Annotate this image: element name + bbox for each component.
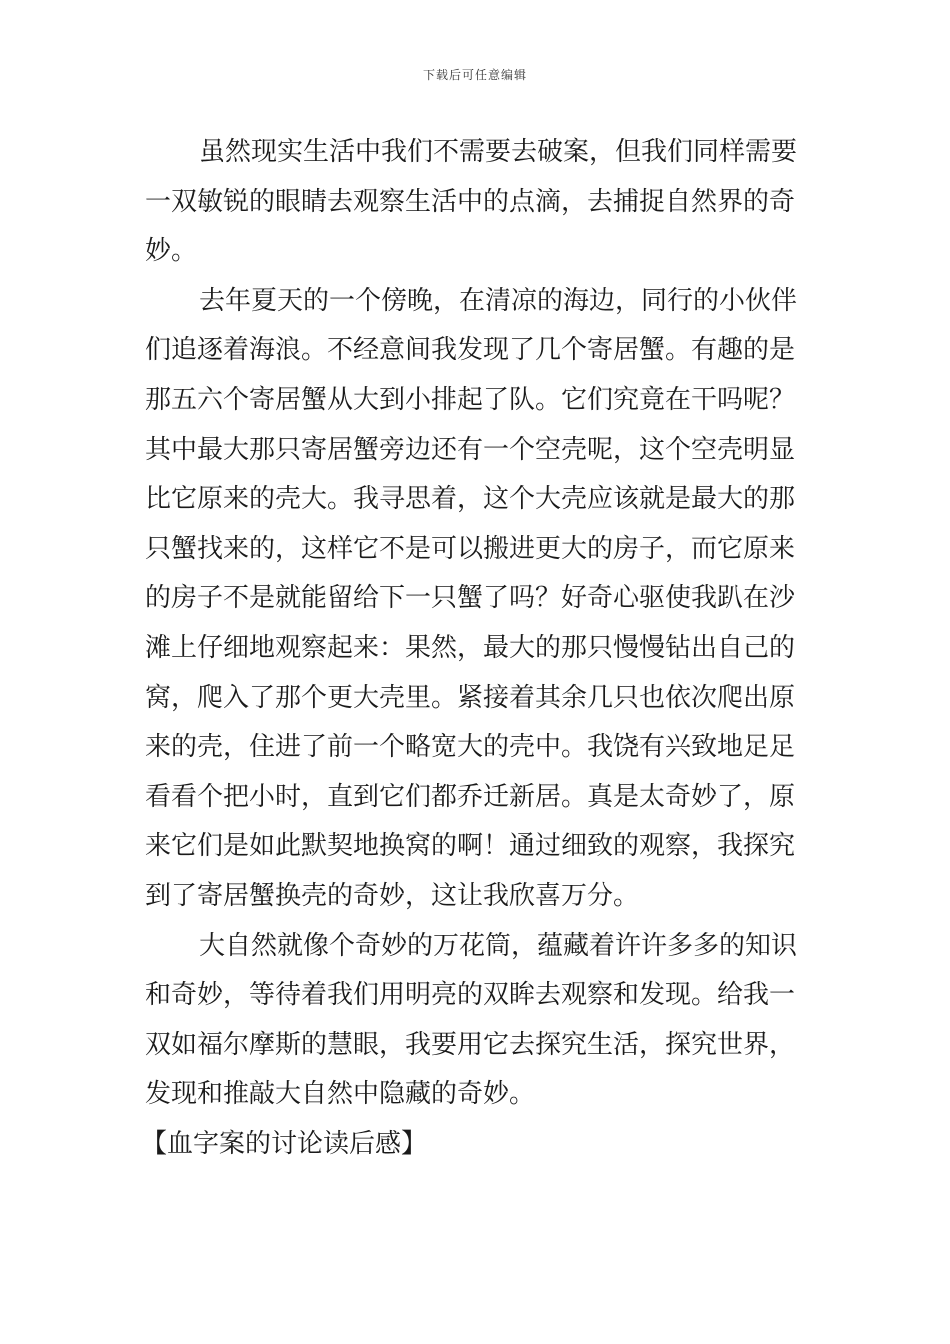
text-line: 妙。	[145, 236, 198, 267]
text-line: 比它原来的壳大。我寻思着，这个大壳应该就是最大的那	[145, 484, 796, 515]
document-body	[141, 128, 807, 1169]
text-line: 滩上仔细地观察起来：果然，最大的那只慢慢钻出自己的	[145, 632, 796, 663]
text-line: 只蟹找来的，这样它不是可以搬进更大的房子，而它原来	[145, 533, 796, 564]
paragraph	[145, 128, 807, 277]
paragraph	[145, 922, 807, 1120]
paragraph	[145, 277, 807, 922]
text-line: 的房子不是就能留给下一只蟹了吗？好奇心驱使我趴在沙	[145, 583, 796, 614]
text-line: 虽然现实生活中我们不需要去破案，但我们同样需要	[199, 137, 798, 167]
text-line: 去年夏天的一个傍晚，在清凉的海边，同行的小伙伴	[199, 285, 798, 316]
text-line: 来它们是如此默契地换窝的啊！通过细致的观察，我探究	[145, 831, 796, 862]
text-line: 窝，爬入了那个更大壳里。紧接着其余几只也依次爬出原	[145, 682, 796, 713]
section-heading: 【血字案的讨论读后感】	[141, 1128, 428, 1159]
text-line: 来的壳，住进了前一个略宽大的壳中。我饶有兴致地足足	[145, 732, 796, 763]
text-line: 那五六个寄居蟹从大到小排起了队。它们究竟在干吗呢？	[145, 384, 796, 415]
text-line: 其中最大那只寄居蟹旁边还有一个空壳呢，这个空壳明显	[145, 434, 796, 465]
text-line: 大自然就像个奇妙的万花筒，蕴藏着许许多多的知识	[199, 930, 798, 961]
text-line: 双如福尔摩斯的慧眼，我要用它去探究生活，探究世界，	[145, 1029, 796, 1060]
text-line: 一双敏锐的眼睛去观察生活中的点滴，去捕捉自然界的奇	[145, 186, 796, 217]
text-line: 发现和推敲大自然中隐藏的奇妙。	[145, 1079, 536, 1110]
text-line: 和奇妙，等待着我们用明亮的双眸去观察和发现。给我一	[145, 980, 796, 1011]
text-line: 看看个把小时，直到它们都乔迁新居。真是太奇妙了，原	[145, 781, 796, 812]
text-line: 到了寄居蟹换壳的奇妙，这让我欣喜万分。	[145, 880, 640, 911]
page-header: 下载后可任意编辑	[422, 68, 527, 82]
text-line: 们追逐着海浪。不经意间我发现了几个寄居蟹。有趣的是	[145, 335, 796, 366]
